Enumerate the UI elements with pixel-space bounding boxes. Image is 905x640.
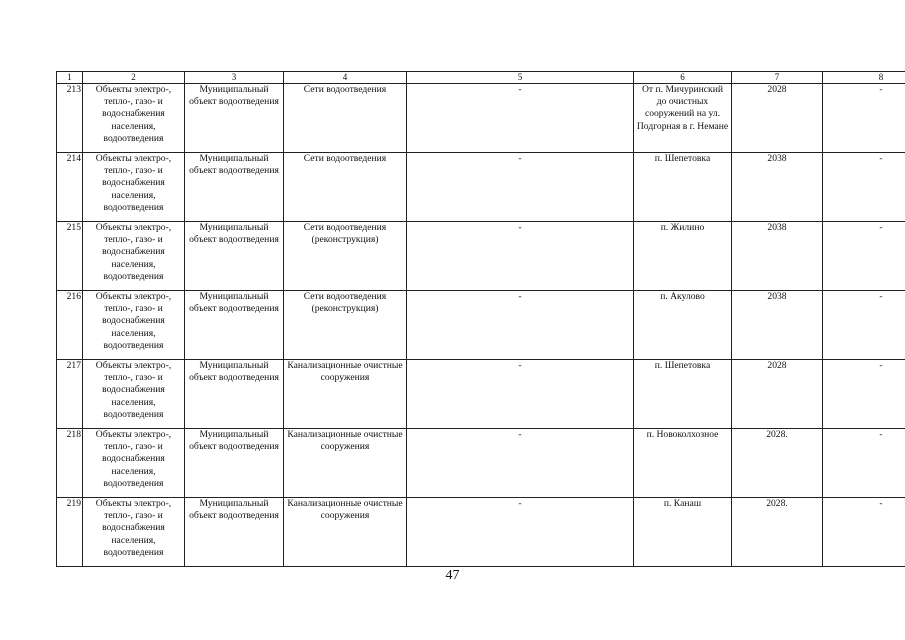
object-type-cell: Муниципальный объект водоотведения — [185, 84, 284, 153]
location-cell: п. Новоколхозное — [634, 429, 732, 498]
location-cell: п. Акулово — [634, 291, 732, 360]
category-cell: Объекты электро-, тепло-, газо- и водоснабжения населения, водоотведения — [83, 222, 185, 291]
table-row — [57, 498, 905, 567]
year-cell: 2028. — [732, 429, 823, 498]
category-cell: Объекты электро-, тепло-, газо- и водоснабжения населения, водоотведения — [83, 291, 185, 360]
object-name-cell: Канализационные очистные сооружения — [284, 360, 407, 429]
header-cell-4: 4 — [284, 72, 407, 84]
object-name-cell: Сети водоотведения (реконструкция) — [284, 222, 407, 291]
year-cell: 2038 — [732, 291, 823, 360]
column-5-cell: - — [407, 360, 634, 429]
year-cell: 2028 — [732, 360, 823, 429]
column-5-cell: - — [407, 222, 634, 291]
row-number-cell: 217 — [57, 360, 83, 429]
data-table — [56, 71, 905, 567]
header-cell-6: 6 — [634, 72, 732, 84]
location-cell: п. Жилино — [634, 222, 732, 291]
row-number-cell: 214 — [57, 153, 83, 222]
table-row — [57, 153, 905, 222]
object-name-cell: Канализационные очистные сооружения — [284, 498, 407, 567]
location-cell: п. Шепетовка — [634, 360, 732, 429]
location-cell: п. Шепетовка — [634, 153, 732, 222]
year-cell: 2028 — [732, 84, 823, 153]
object-type-cell: Муниципальный объект водоотведения — [185, 498, 284, 567]
category-cell: Объекты электро-, тепло-, газо- и водоснабжения населения, водоотведения — [83, 498, 185, 567]
object-name-cell: Канализационные очистные сооружения — [284, 429, 407, 498]
object-type-cell: Муниципальный объект водоотведения — [185, 291, 284, 360]
row-number-cell: 215 — [57, 222, 83, 291]
column-5-cell: - — [407, 84, 634, 153]
category-cell: Объекты электро-, тепло-, газо- и водоснабжения населения, водоотведения — [83, 84, 185, 153]
table-row — [57, 360, 905, 429]
location-cell: От п. Мичуринский до очистных сооружений на ул. Подгорная в г. Немане — [634, 84, 732, 153]
object-type-cell: Муниципальный объект водоотведения — [185, 222, 284, 291]
table-row — [57, 84, 905, 153]
header-cell-8: 8 — [823, 72, 905, 84]
year-cell: 2038 — [732, 153, 823, 222]
row-number-cell: 218 — [57, 429, 83, 498]
column-5-cell: - — [407, 153, 634, 222]
page-number: 47 — [445, 568, 460, 583]
object-type-cell: Муниципальный объект водоотведения — [185, 429, 284, 498]
category-cell: Объекты электро-, тепло-, газо- и водоснабжения населения, водоотведения — [83, 153, 185, 222]
row-number-cell: 216 — [57, 291, 83, 360]
table-row — [57, 222, 905, 291]
row-number-cell: 213 — [57, 84, 83, 153]
table-row — [57, 429, 905, 498]
column-8-cell: - — [823, 84, 905, 153]
header-row — [57, 72, 905, 84]
header-cell-3: 3 — [185, 72, 284, 84]
category-cell: Объекты электро-, тепло-, газо- и водоснабжения населения, водоотведения — [83, 360, 185, 429]
category-cell: Объекты электро-, тепло-, газо- и водоснабжения населения, водоотведения — [83, 429, 185, 498]
column-5-cell: - — [407, 498, 634, 567]
year-cell: 2028. — [732, 498, 823, 567]
column-8-cell: - — [823, 222, 905, 291]
table-row — [57, 291, 905, 360]
row-number-cell: 219 — [57, 498, 83, 567]
column-8-cell: - — [823, 291, 905, 360]
object-name-cell: Сети водоотведения — [284, 84, 407, 153]
object-name-cell: Сети водоотведения (реконструкция) — [284, 291, 407, 360]
column-5-cell: - — [407, 429, 634, 498]
object-type-cell: Муниципальный объект водоотведения — [185, 153, 284, 222]
object-type-cell: Муниципальный объект водоотведения — [185, 360, 284, 429]
year-cell: 2038 — [732, 222, 823, 291]
header-cell-1: 1 — [57, 72, 83, 84]
column-8-cell: - — [823, 153, 905, 222]
column-8-cell: - — [823, 429, 905, 498]
column-8-cell: - — [823, 360, 905, 429]
location-cell: п. Канаш — [634, 498, 732, 567]
column-5-cell: - — [407, 291, 634, 360]
object-name-cell: Сети водоотведения — [284, 153, 407, 222]
column-8-cell: - — [823, 498, 905, 567]
header-cell-5: 5 — [407, 72, 634, 84]
header-cell-7: 7 — [732, 72, 823, 84]
header-cell-2: 2 — [83, 72, 185, 84]
